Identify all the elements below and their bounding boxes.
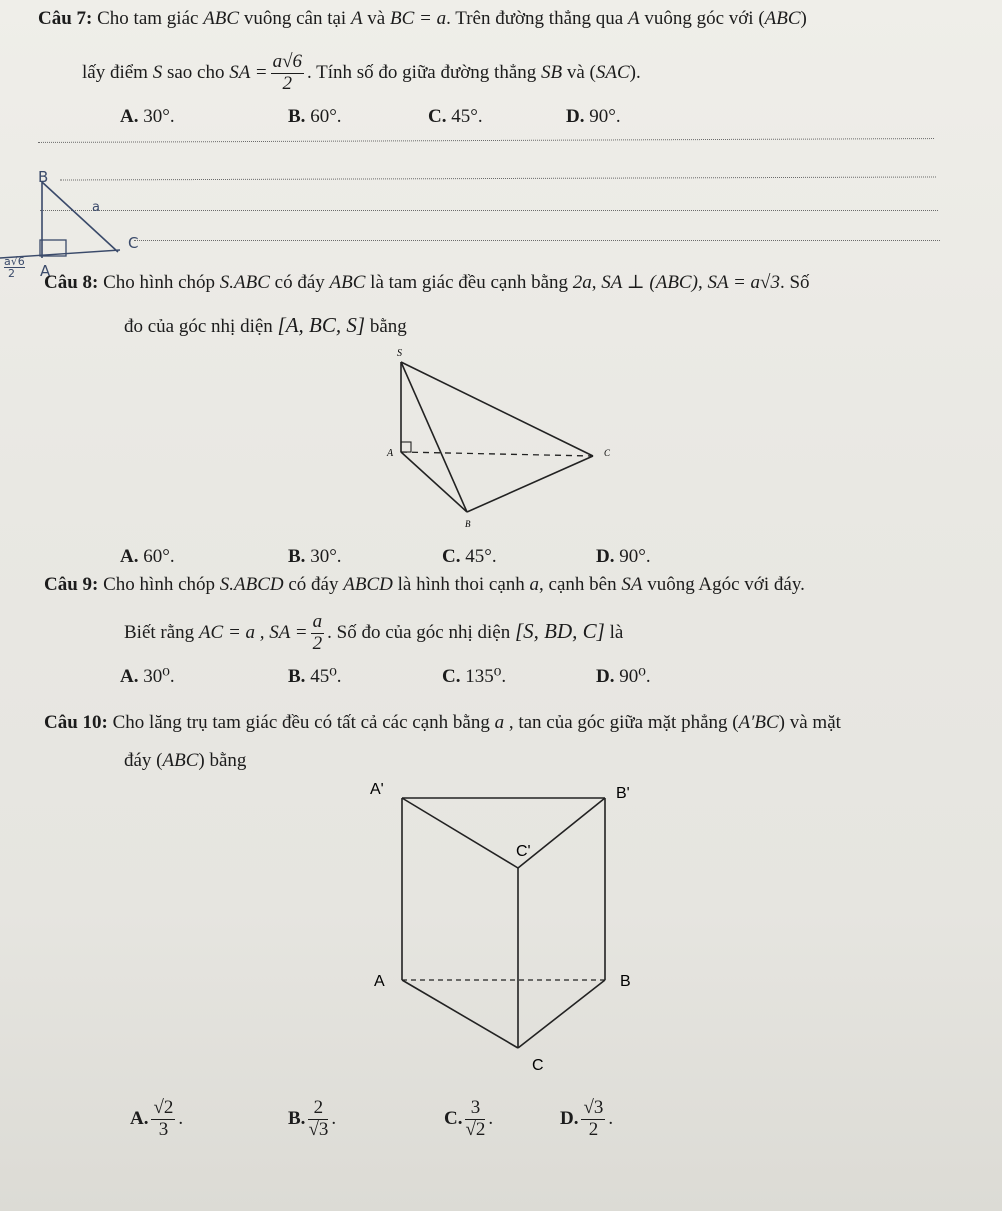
sketch-fraction	[4, 256, 25, 279]
edge-ac-hidden	[401, 452, 593, 456]
q10-base: ABC	[162, 750, 199, 771]
edge-ac	[402, 980, 518, 1048]
vertex-label-a1: A'	[370, 781, 384, 798]
option-tail: .	[608, 1107, 614, 1129]
q8-sabc: S.ABC	[219, 272, 270, 293]
q9-option-a[interactable]	[120, 666, 175, 689]
q10-option-b[interactable]	[288, 1098, 336, 1141]
q8-2a: 2a	[572, 272, 592, 293]
edge-b1c1	[518, 798, 605, 868]
pyramid-figure	[370, 340, 630, 540]
q7-line2	[82, 52, 641, 95]
q8-text: . Số	[779, 272, 810, 293]
sketch-label-b: B	[38, 168, 49, 186]
vertex-label-a: A	[374, 973, 385, 990]
q7-a: A	[350, 8, 363, 29]
q9-option-d[interactable]	[596, 666, 651, 689]
option-tail: .	[178, 1107, 184, 1129]
q10-option-c[interactable]	[444, 1098, 493, 1141]
option-letter: B.	[288, 546, 306, 567]
q7-text: lấy điểm	[82, 61, 153, 83]
q10-plane: A′BC	[738, 712, 779, 733]
vertex-label-c: C	[604, 448, 611, 458]
q8-text: đo của góc nhị diện	[124, 316, 278, 337]
q7-sac: SAC	[595, 61, 630, 83]
answer-line	[60, 176, 936, 180]
frac-num: 3	[465, 1098, 485, 1120]
answer-line	[38, 138, 934, 143]
q8-text: ,	[591, 272, 602, 293]
option-value: 90°.	[589, 106, 621, 127]
q7-label: Câu 7:	[38, 8, 93, 29]
q9-text: Biết rằng	[124, 621, 199, 643]
option-value: 30⁰.	[143, 666, 175, 687]
option-value: 30°.	[310, 546, 342, 567]
vertex-label-c1: C'	[516, 843, 531, 860]
q10-text: đáy (	[124, 750, 163, 771]
q7-fraction	[271, 52, 304, 95]
sketch-label-a: a	[92, 200, 100, 215]
q7-abc: ABC	[203, 8, 240, 29]
q7-line1	[38, 8, 807, 31]
q10-line2	[124, 750, 246, 773]
q9-a: a	[529, 574, 540, 595]
q9-line2	[124, 612, 623, 655]
sketch-line	[42, 182, 118, 252]
vertex-label-b: B	[465, 519, 471, 529]
q10-text: Cho lăng trụ tam giác đều có tất cả các cạnh bằng	[112, 712, 495, 733]
q9-text: là hình thoi cạnh	[392, 574, 530, 595]
q9-option-b[interactable]	[288, 666, 342, 689]
q8-line1	[44, 272, 810, 295]
q10-text: ) và mặt	[778, 712, 841, 733]
q7-option-b[interactable]	[288, 106, 342, 129]
option-letter: D.	[566, 106, 585, 127]
q8-dihedral: [A, BC, S]	[277, 313, 366, 337]
option-value: 60°.	[143, 546, 175, 567]
q9-ac: AC = a , SA =	[198, 621, 308, 643]
option-letter: D.	[596, 546, 615, 567]
option-letter: C.	[444, 1107, 463, 1129]
option-value: 135⁰.	[465, 666, 507, 687]
right-angle-mark	[401, 442, 411, 452]
q7-option-d[interactable]	[566, 106, 621, 129]
option-tail: .	[488, 1107, 494, 1129]
q7-text: và	[362, 8, 390, 29]
q9-fraction	[311, 612, 325, 655]
edge-sb	[401, 362, 467, 512]
option-value: 45°.	[465, 546, 497, 567]
q9-sabcd: S.ABCD	[219, 574, 284, 595]
option-fraction	[465, 1098, 485, 1141]
frac-den: 2	[282, 72, 293, 94]
q8-option-a[interactable]	[120, 546, 175, 569]
edge-bc	[518, 980, 605, 1048]
q7-option-a[interactable]	[120, 106, 175, 129]
q7-a: A	[627, 8, 640, 29]
frac-num: a√6	[272, 51, 302, 72]
q10-text: , tan của góc giữa mặt phẳng (	[504, 712, 739, 733]
q9-option-c[interactable]	[442, 666, 506, 689]
q7-text: sao cho	[162, 61, 230, 83]
q8-option-c[interactable]	[442, 546, 497, 569]
q8-option-b[interactable]	[288, 546, 342, 569]
q10-line1	[44, 712, 841, 735]
frac-den: √3	[308, 1118, 329, 1140]
prism-figure	[360, 780, 660, 1080]
q10-a: a	[494, 712, 505, 733]
q7-abc: ABC	[764, 8, 801, 29]
q9-text: có đáy	[283, 574, 344, 595]
option-letter: B.	[288, 1107, 306, 1129]
frac-den: √2	[465, 1118, 486, 1140]
vertex-label-b: B	[620, 973, 631, 990]
q7-text: và (	[562, 61, 596, 83]
answer-line	[40, 210, 938, 211]
q10-option-a[interactable]	[130, 1098, 183, 1141]
frac-den: 2	[588, 1118, 599, 1140]
vertex-label-b1: B'	[616, 785, 630, 802]
option-letter: A.	[130, 1107, 149, 1129]
frac-den: 2	[312, 632, 323, 654]
q7-text: vuông cân tại	[239, 8, 351, 29]
q7-option-c[interactable]	[428, 106, 483, 129]
q9-line1	[44, 574, 805, 597]
q8-sa: SA = a√3	[707, 272, 780, 293]
q9-abcd: ABCD	[343, 574, 393, 595]
q8-text: ,	[697, 272, 708, 293]
answer-line	[134, 240, 940, 241]
edge-ab	[401, 452, 467, 512]
option-fraction	[581, 1098, 605, 1141]
frac-num: √2	[153, 1097, 174, 1118]
q8-option-d[interactable]	[596, 546, 651, 569]
option-tail: .	[331, 1107, 337, 1129]
q9-label: Câu 9:	[44, 574, 99, 595]
q10-option-d[interactable]	[560, 1098, 613, 1141]
q8-abc: ABC	[329, 272, 366, 293]
vertex-label-c: C	[532, 1057, 544, 1074]
q9-text: là	[604, 621, 624, 643]
q7-sb: SB	[541, 61, 563, 83]
q7-text: . Tính số đo giữa đường thẳng	[307, 61, 542, 83]
option-letter: D.	[596, 666, 615, 687]
q9-dihedral: [S, BD, C]	[514, 618, 605, 643]
q7-text: vuông góc với (	[639, 8, 765, 29]
q9-text: . Số đo của góc nhị diện	[327, 621, 515, 643]
frac-num: √3	[583, 1097, 604, 1118]
edge-a1c1	[402, 798, 518, 868]
q9-text: Cho hình chóp	[103, 574, 220, 595]
q9-sa: SA	[621, 574, 643, 595]
edge-bc	[467, 456, 593, 512]
q8-perp: SA ⊥ (ABC)	[601, 272, 698, 293]
q8-text: bằng	[365, 316, 407, 337]
option-value: 90°.	[619, 546, 651, 567]
q7-s: S	[152, 61, 163, 83]
edge-sc	[401, 362, 593, 456]
option-value: 60°.	[310, 106, 342, 127]
q7-text: ).	[629, 61, 641, 83]
option-fraction	[308, 1098, 328, 1141]
option-letter: A.	[120, 106, 139, 127]
q9-text: vuông Agóc với đáy.	[642, 574, 805, 595]
q8-text: là tam giác đều cạnh bằng	[365, 272, 573, 293]
option-letter: B.	[288, 666, 306, 687]
vertex-label-s: S	[397, 348, 402, 359]
option-letter: D.	[560, 1107, 579, 1129]
option-letter: C.	[428, 106, 447, 127]
q8-text: có đáy	[269, 272, 330, 293]
q8-line2	[124, 313, 407, 339]
sketch-frac-num: a√6	[4, 255, 25, 268]
option-letter: C.	[442, 666, 461, 687]
option-value: 30°.	[143, 106, 175, 127]
sketch-label-vertex-a: A	[40, 262, 51, 280]
sketch-frac-den: 2	[8, 267, 15, 280]
option-letter: C.	[442, 546, 461, 567]
q8-text: Cho hình chóp	[103, 272, 220, 293]
q7-text: )	[800, 8, 807, 29]
sketch-label-c: C	[128, 234, 139, 252]
q7-sa: SA =	[229, 61, 268, 83]
q9-text: , cạnh bên	[539, 574, 622, 595]
frac-num: a	[312, 611, 323, 632]
q10-text: ) bằng	[198, 750, 247, 771]
q8-label: Câu 8:	[44, 272, 99, 293]
q7-text: . Trên đường thẳng qua	[446, 8, 628, 29]
q7-bc: BC = a	[389, 8, 447, 29]
option-value: 45°.	[451, 106, 483, 127]
option-letter: B.	[288, 106, 306, 127]
q10-label: Câu 10:	[44, 712, 108, 733]
q7-text: Cho tam giác	[97, 8, 204, 29]
option-value: 90⁰.	[619, 666, 651, 687]
vertex-label-a: A	[387, 448, 394, 459]
option-value: 45⁰.	[310, 666, 342, 687]
frac-num: 2	[308, 1098, 328, 1120]
option-letter: A.	[120, 546, 139, 567]
option-letter: A.	[120, 666, 139, 687]
option-fraction	[151, 1098, 175, 1141]
frac-den: 3	[158, 1118, 169, 1140]
